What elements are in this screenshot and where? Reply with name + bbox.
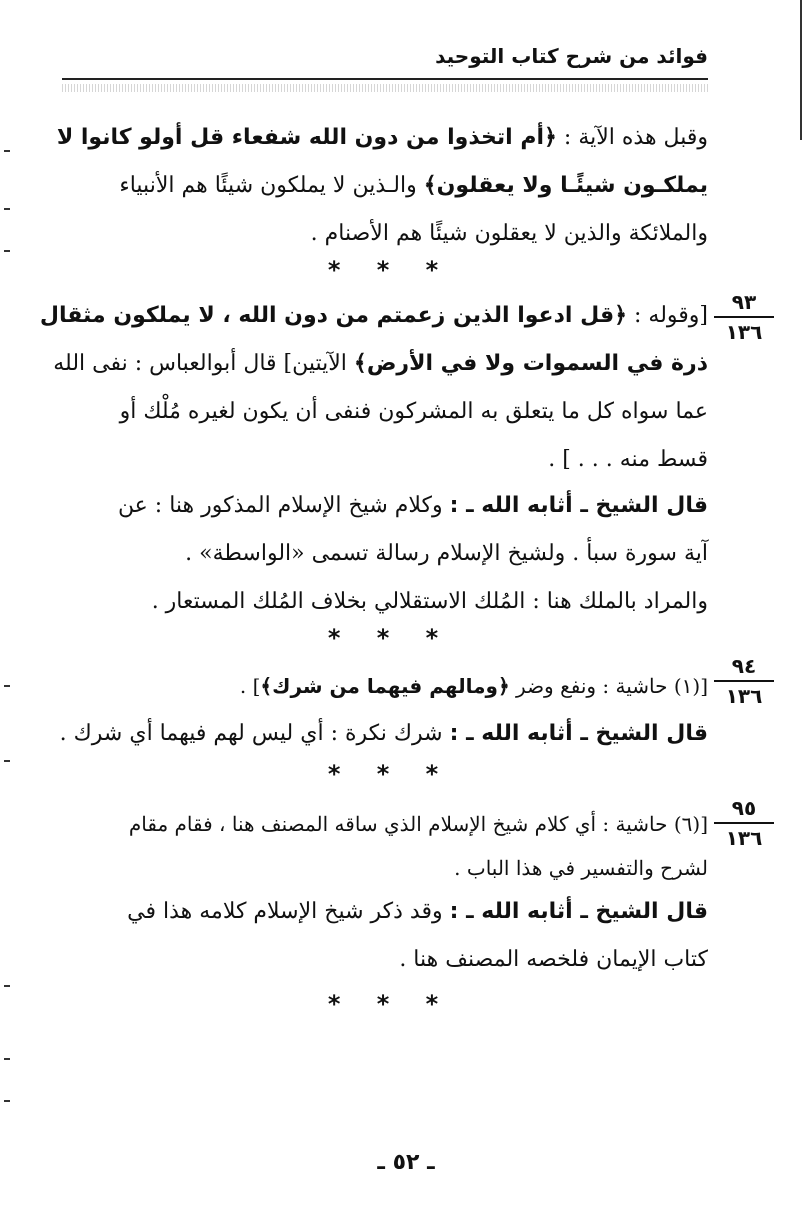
text-line: آية سورة سبأ . ولشيخ الإسلام رسالة تسمى «الواسطة» . [185,541,708,566]
ref-fraction-bar [714,316,774,318]
intro-paragraph [56,114,708,258]
section-94-text [59,662,708,758]
text-line: [(٦) حاشية : أي كلام شيخ الإسلام الذي ساقه المصنف هنا ، فقام مقام [128,812,708,836]
margin-reference-93 [714,290,774,344]
text-line: يملكـون شيئًـا ولا يعقلون﴾ والـذين لا يملكون شيئًا هم الأنبياء [119,173,708,198]
ref-fraction-bar [714,822,774,824]
section-93-text [39,292,708,484]
text-line: كتاب الإيمان فلخصه المصنف هنا . [399,947,708,972]
margin-reference-95 [714,796,774,850]
text-line: قسط منه . . . ] . [548,447,708,472]
page-number: ـ ٥٢ ـ [377,1150,435,1175]
running-header-title: فوائد من شرح كتاب التوحيد [435,44,708,68]
margin-reference-94 [714,654,774,708]
margin-mark [4,250,10,252]
text-line: [(١) حاشية : ونفع وضر ﴿ومالهم فيهما من شرك﴾] . [239,674,708,698]
ref-number-top: ٩٥ [731,796,757,820]
ref-number-top: ٩٣ [731,290,757,314]
header-rule [62,78,708,80]
section-95-comment [68,888,708,984]
text-line: قال الشيخ ـ أثابه الله ـ : وقد ذكر شيخ الإسلام كلامه هذا في [127,899,708,924]
section-separator: * * * [327,256,453,284]
text-line: والمراد بالملك هنا : المُلك الاستقلالي بخلاف المُلك المستعار . [151,589,708,614]
margin-mark [4,685,10,687]
ref-number-top: ٩٤ [731,654,757,678]
text-line: ذرة في السموات ولا في الأرض﴾ الآيتين] قال أبوالعباس : نفى الله [53,351,708,376]
text-line: قال الشيخ ـ أثابه الله ـ : شرك نكرة : أي ليس لهم فيهما أي شرك . [59,721,708,746]
ref-fraction-bar [714,680,774,682]
ref-number-bottom: ١٣٦ [725,826,763,850]
ref-number-bottom: ١٣٦ [725,684,763,708]
margin-mark [4,985,10,987]
text-line: لشرح والتفسير في هذا الباب . [454,856,708,880]
header-dotted-band [62,84,708,92]
margin-mark [4,1100,10,1102]
ref-number-bottom: ١٣٦ [725,320,763,344]
section-separator: * * * [327,760,453,788]
text-line: قال الشيخ ـ أثابه الله ـ : وكلام شيخ الإسلام المذكور هنا : عن [117,493,708,518]
section-93-comment [68,482,708,626]
section-95-text [68,802,708,890]
page-edge-line [800,0,802,140]
margin-mark [4,150,10,152]
margin-mark [4,208,10,210]
section-separator: * * * [327,624,453,652]
text-line: عما سواه كل ما يتعلق به المشركون فنفى أن يكون لغيره مُلْك أو [119,399,708,424]
text-line: [وقوله : ﴿قل ادعوا الذين زعمتم من دون الله ، لا يملكون مثقال [39,303,708,328]
text-line: وقبل هذه الآية : ﴿أم اتخذوا من دون الله شفعاء قل أولو كانوا لا [56,125,708,150]
margin-mark [4,1058,10,1060]
text-line: والملائكة والذين لا يعقلون شيئًا هم الأصنام . [310,221,708,246]
section-separator: * * * [327,990,453,1018]
